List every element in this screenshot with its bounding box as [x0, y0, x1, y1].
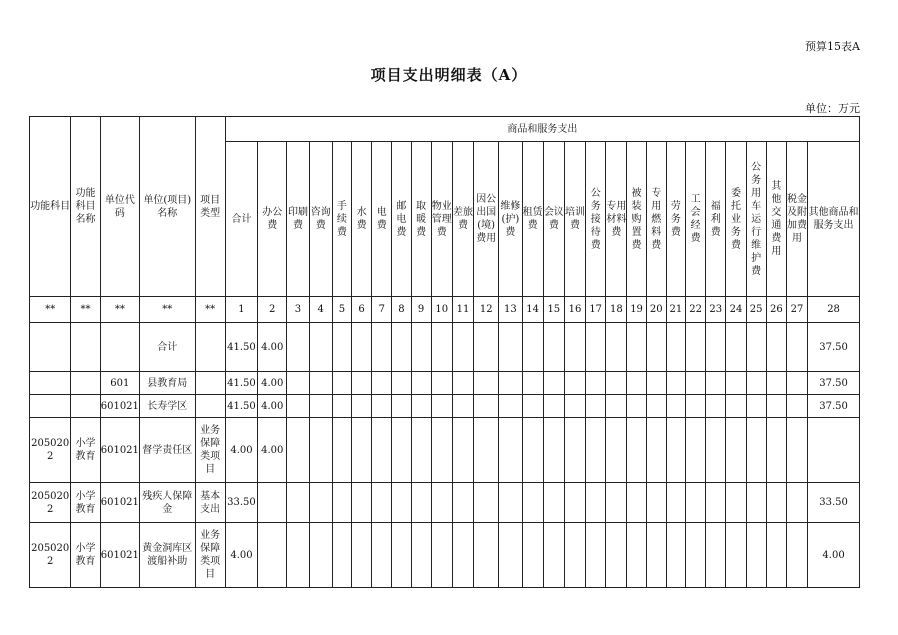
- cell-empty: [474, 483, 499, 523]
- cell-total: 33.50: [225, 483, 257, 523]
- cell-empty: [706, 483, 726, 523]
- cell-project-type: 业务保障类项目: [195, 523, 225, 588]
- cell-empty: [499, 523, 522, 588]
- cell-empty: [522, 418, 543, 483]
- cell-empty: [564, 483, 585, 523]
- cell-empty: [332, 395, 351, 418]
- index-num: 22: [686, 297, 706, 323]
- cell-office: 4.00: [258, 372, 287, 395]
- header-func-code: 功能科目: [30, 117, 71, 297]
- cell-empty: [499, 372, 522, 395]
- header-sub-28: 其他商品和服务支出: [808, 142, 860, 297]
- cell-empty: [627, 418, 646, 483]
- header-sub-2: 办公费: [258, 142, 287, 297]
- cell-empty: [766, 523, 786, 588]
- cell-office: 4.00: [258, 395, 287, 418]
- cell-project-type: [195, 372, 225, 395]
- cell-empty: [543, 372, 564, 395]
- cell-empty: [287, 323, 309, 372]
- cell-empty: [627, 523, 646, 588]
- cell-empty: [766, 323, 786, 372]
- cell-other-goods: [808, 418, 860, 483]
- cell-empty: [332, 323, 351, 372]
- header-sub-17: 公务接待费: [586, 142, 606, 297]
- header-goods-services: 商品和服务支出: [225, 117, 859, 142]
- cell-office: [258, 523, 287, 588]
- cell-total: 4.00: [225, 523, 257, 588]
- table-row: [30, 483, 860, 523]
- cell-empty: [646, 523, 666, 588]
- cell-empty: [499, 418, 522, 483]
- header-sub-10: 物业管理费: [431, 142, 452, 297]
- index-num: 12: [474, 297, 499, 323]
- cell-project-type: [195, 323, 225, 372]
- cell-empty: [586, 395, 606, 418]
- cell-empty: [411, 395, 431, 418]
- header-sub-14: 租赁费: [522, 142, 543, 297]
- cell-empty: [411, 372, 431, 395]
- header-sub-21: 劳务费: [666, 142, 685, 297]
- cell-empty: [746, 523, 766, 588]
- cell-empty: [411, 523, 431, 588]
- cell-empty: [543, 523, 564, 588]
- cell-empty: [786, 418, 807, 483]
- cell-empty: [706, 395, 726, 418]
- cell-empty: [666, 418, 685, 483]
- cell-func-name: [71, 372, 100, 395]
- cell-empty: [351, 483, 371, 523]
- cell-empty: [646, 418, 666, 483]
- index-num: 8: [392, 297, 411, 323]
- index-num: 25: [746, 297, 766, 323]
- cell-office: [258, 483, 287, 523]
- cell-empty: [543, 395, 564, 418]
- cell-empty: [372, 372, 392, 395]
- cell-empty: [606, 323, 627, 372]
- header-func-name: 功能科目名称: [71, 117, 100, 297]
- index-num: 28: [808, 297, 860, 323]
- header-sub-15: 会议费: [543, 142, 564, 297]
- cell-empty: [351, 395, 371, 418]
- cell-empty: [452, 523, 473, 588]
- cell-empty: [746, 323, 766, 372]
- cell-empty: [746, 418, 766, 483]
- cell-empty: [666, 523, 685, 588]
- cell-other-goods: 37.50: [808, 395, 860, 418]
- index-num: 17: [586, 297, 606, 323]
- form-id: 预算15表A: [805, 40, 860, 53]
- cell-empty: [564, 372, 585, 395]
- header-sub-27: 税金及附加费用: [786, 142, 807, 297]
- header-sub-12: 因公出国(境)费用: [474, 142, 499, 297]
- cell-empty: [543, 483, 564, 523]
- index-num: 20: [646, 297, 666, 323]
- cell-project-type: 基本支出: [195, 483, 225, 523]
- cell-empty: [372, 323, 392, 372]
- cell-empty: [431, 395, 452, 418]
- cell-office: 4.00: [258, 323, 287, 372]
- cell-empty: [564, 523, 585, 588]
- cell-unit-name: 长寿学区: [140, 395, 196, 418]
- table-row: [30, 323, 860, 372]
- cell-empty: [686, 395, 706, 418]
- cell-empty: [392, 418, 411, 483]
- cell-unit-name: 合计: [140, 323, 196, 372]
- index-num: 14: [522, 297, 543, 323]
- cell-empty: [586, 523, 606, 588]
- cell-empty: [522, 523, 543, 588]
- cell-empty: [474, 395, 499, 418]
- cell-other-goods: 4.00: [808, 523, 860, 588]
- cell-empty: [606, 483, 627, 523]
- cell-empty: [392, 523, 411, 588]
- cell-empty: [586, 418, 606, 483]
- index-num: 15: [543, 297, 564, 323]
- index-mark: **: [71, 297, 100, 323]
- cell-total: 4.00: [225, 418, 257, 483]
- cell-empty: [332, 523, 351, 588]
- cell-project-type: 业务保障类项目: [195, 418, 225, 483]
- cell-empty: [686, 323, 706, 372]
- header-sub-22: 工会经费: [686, 142, 706, 297]
- index-num: 13: [499, 297, 522, 323]
- cell-empty: [452, 483, 473, 523]
- cell-empty: [287, 483, 309, 523]
- cell-empty: [606, 418, 627, 483]
- cell-func-code: [30, 372, 71, 395]
- page-title: 项目支出明细表（A）: [370, 66, 528, 84]
- cell-empty: [627, 483, 646, 523]
- cell-unit-code: [100, 323, 139, 372]
- cell-empty: [706, 523, 726, 588]
- cell-empty: [564, 418, 585, 483]
- cell-func-name: [71, 323, 100, 372]
- header-sub-7: 电费: [372, 142, 392, 297]
- cell-empty: [706, 323, 726, 372]
- cell-empty: [586, 483, 606, 523]
- table-row: [30, 523, 860, 588]
- cell-empty: [474, 372, 499, 395]
- cell-empty: [666, 395, 685, 418]
- cell-empty: [646, 395, 666, 418]
- cell-empty: [786, 395, 807, 418]
- cell-empty: [499, 395, 522, 418]
- index-num: 27: [786, 297, 807, 323]
- index-num: 18: [606, 297, 627, 323]
- cell-unit-name: 县教育局: [140, 372, 196, 395]
- cell-empty: [452, 323, 473, 372]
- cell-func-code: 2050202: [30, 523, 71, 588]
- cell-func-code: [30, 395, 71, 418]
- cell-empty: [606, 372, 627, 395]
- header-sub-1: 合计: [225, 142, 257, 297]
- cell-empty: [746, 372, 766, 395]
- header-sub-19: 被装购置费: [627, 142, 646, 297]
- index-num: 1: [225, 297, 257, 323]
- cell-unit-code: 601021: [100, 523, 139, 588]
- header-sub-8: 邮电费: [392, 142, 411, 297]
- cell-empty: [666, 323, 685, 372]
- cell-empty: [586, 372, 606, 395]
- cell-unit-code: 601021: [100, 483, 139, 523]
- cell-empty: [646, 323, 666, 372]
- cell-empty: [452, 372, 473, 395]
- index-num: 21: [666, 297, 685, 323]
- cell-empty: [726, 372, 746, 395]
- cell-empty: [392, 323, 411, 372]
- cell-empty: [431, 372, 452, 395]
- cell-empty: [411, 418, 431, 483]
- cell-unit-name: 黄金洞库区渡船补助: [140, 523, 196, 588]
- index-num: 3: [287, 297, 309, 323]
- cell-empty: [332, 418, 351, 483]
- cell-empty: [332, 483, 351, 523]
- header-sub-26: 其他交通费用: [766, 142, 786, 297]
- cell-empty: [392, 483, 411, 523]
- cell-empty: [499, 483, 522, 523]
- cell-empty: [332, 372, 351, 395]
- cell-empty: [746, 483, 766, 523]
- cell-func-name: [71, 395, 100, 418]
- cell-total: 41.50: [225, 395, 257, 418]
- cell-empty: [411, 323, 431, 372]
- cell-empty: [309, 372, 332, 395]
- cell-func-code: [30, 323, 71, 372]
- header-sub-18: 专用材料费: [606, 142, 627, 297]
- header-sub-4: 咨询费: [309, 142, 332, 297]
- header-sub-24: 委托业务费: [726, 142, 746, 297]
- header-sub-23: 福利费: [706, 142, 726, 297]
- header-sub-11: 差旅费: [452, 142, 473, 297]
- index-num: 2: [258, 297, 287, 323]
- cell-empty: [287, 523, 309, 588]
- cell-office: 4.00: [258, 418, 287, 483]
- cell-empty: [309, 395, 332, 418]
- cell-total: 41.50: [225, 323, 257, 372]
- header-sub-25: 公务用车运行维护费: [746, 142, 766, 297]
- cell-empty: [586, 323, 606, 372]
- cell-empty: [766, 418, 786, 483]
- cell-empty: [351, 372, 371, 395]
- cell-empty: [431, 483, 452, 523]
- cell-empty: [372, 418, 392, 483]
- cell-empty: [686, 418, 706, 483]
- index-num: 11: [452, 297, 473, 323]
- header-sub-20: 专用燃料费: [646, 142, 666, 297]
- cell-empty: [726, 483, 746, 523]
- index-num: 16: [564, 297, 585, 323]
- cell-unit-code: 601021: [100, 418, 139, 483]
- cell-project-type: [195, 395, 225, 418]
- cell-empty: [287, 418, 309, 483]
- cell-empty: [627, 395, 646, 418]
- cell-empty: [706, 418, 726, 483]
- cell-empty: [372, 395, 392, 418]
- cell-empty: [431, 323, 452, 372]
- cell-empty: [309, 418, 332, 483]
- index-num: 26: [766, 297, 786, 323]
- cell-empty: [786, 523, 807, 588]
- header-unit-code: 单位代码: [100, 117, 139, 297]
- header-sub-16: 培训费: [564, 142, 585, 297]
- index-mark: **: [140, 297, 196, 323]
- cell-empty: [786, 372, 807, 395]
- cell-empty: [686, 523, 706, 588]
- header-sub-6: 水费: [351, 142, 371, 297]
- header-project-type: 项目类型: [195, 117, 225, 297]
- cell-empty: [564, 323, 585, 372]
- cell-empty: [786, 483, 807, 523]
- cell-empty: [351, 323, 371, 372]
- cell-empty: [606, 523, 627, 588]
- cell-empty: [431, 523, 452, 588]
- cell-other-goods: 37.50: [808, 372, 860, 395]
- cell-empty: [522, 372, 543, 395]
- cell-empty: [627, 372, 646, 395]
- cell-func-name: 小学教育: [71, 483, 100, 523]
- cell-empty: [646, 372, 666, 395]
- cell-empty: [766, 395, 786, 418]
- cell-empty: [287, 372, 309, 395]
- index-num: 23: [706, 297, 726, 323]
- cell-empty: [766, 372, 786, 395]
- cell-empty: [411, 483, 431, 523]
- header-sub-3: 印刷费: [287, 142, 309, 297]
- cell-empty: [372, 483, 392, 523]
- cell-empty: [786, 323, 807, 372]
- cell-unit-code: 601: [100, 372, 139, 395]
- cell-func-name: 小学教育: [71, 418, 100, 483]
- cell-empty: [666, 372, 685, 395]
- cell-empty: [309, 483, 332, 523]
- table-row: [30, 395, 860, 418]
- unit-label: 单位：万元: [805, 102, 860, 115]
- index-num: 24: [726, 297, 746, 323]
- cell-empty: [351, 523, 371, 588]
- cell-empty: [766, 483, 786, 523]
- cell-empty: [666, 483, 685, 523]
- index-num: 4: [309, 297, 332, 323]
- cell-empty: [646, 483, 666, 523]
- cell-empty: [522, 323, 543, 372]
- index-num: 5: [332, 297, 351, 323]
- cell-func-code: 2050202: [30, 483, 71, 523]
- cell-empty: [686, 483, 706, 523]
- header-sub-9: 取暖费: [411, 142, 431, 297]
- cell-empty: [309, 323, 332, 372]
- table-row: [30, 372, 860, 395]
- cell-empty: [706, 372, 726, 395]
- cell-empty: [287, 395, 309, 418]
- cell-other-goods: 37.50: [808, 323, 860, 372]
- cell-empty: [686, 372, 706, 395]
- cell-empty: [372, 523, 392, 588]
- index-mark: **: [30, 297, 71, 323]
- index-num: 9: [411, 297, 431, 323]
- cell-empty: [474, 523, 499, 588]
- cell-empty: [627, 323, 646, 372]
- cell-empty: [392, 372, 411, 395]
- header-sub-13: 维修(护)费: [499, 142, 522, 297]
- index-mark: **: [195, 297, 225, 323]
- cell-unit-name: 督学责任区: [140, 418, 196, 483]
- index-mark: **: [100, 297, 139, 323]
- cell-empty: [746, 395, 766, 418]
- cell-empty: [474, 418, 499, 483]
- cell-empty: [351, 418, 371, 483]
- header-unit-name: 单位(项目)名称: [140, 117, 196, 297]
- header-sub-5: 手续费: [332, 142, 351, 297]
- cell-empty: [392, 395, 411, 418]
- cell-empty: [522, 395, 543, 418]
- cell-empty: [564, 395, 585, 418]
- index-num: 6: [351, 297, 371, 323]
- cell-empty: [452, 395, 473, 418]
- cell-func-name: 小学教育: [71, 523, 100, 588]
- table-row: [30, 418, 860, 483]
- cell-other-goods: 33.50: [808, 483, 860, 523]
- cell-empty: [309, 523, 332, 588]
- cell-func-code: 2050202: [30, 418, 71, 483]
- cell-empty: [499, 323, 522, 372]
- cell-empty: [726, 523, 746, 588]
- cell-empty: [431, 418, 452, 483]
- cell-unit-code: 601021: [100, 395, 139, 418]
- expenditure-table: [29, 116, 860, 588]
- index-num: 10: [431, 297, 452, 323]
- cell-empty: [452, 418, 473, 483]
- cell-empty: [726, 418, 746, 483]
- cell-empty: [543, 418, 564, 483]
- cell-empty: [726, 395, 746, 418]
- cell-total: 41.50: [225, 372, 257, 395]
- cell-empty: [606, 395, 627, 418]
- index-num: 7: [372, 297, 392, 323]
- cell-empty: [543, 323, 564, 372]
- cell-empty: [726, 323, 746, 372]
- cell-unit-name: 残疾人保障金: [140, 483, 196, 523]
- cell-empty: [522, 483, 543, 523]
- index-num: 19: [627, 297, 646, 323]
- cell-empty: [474, 323, 499, 372]
